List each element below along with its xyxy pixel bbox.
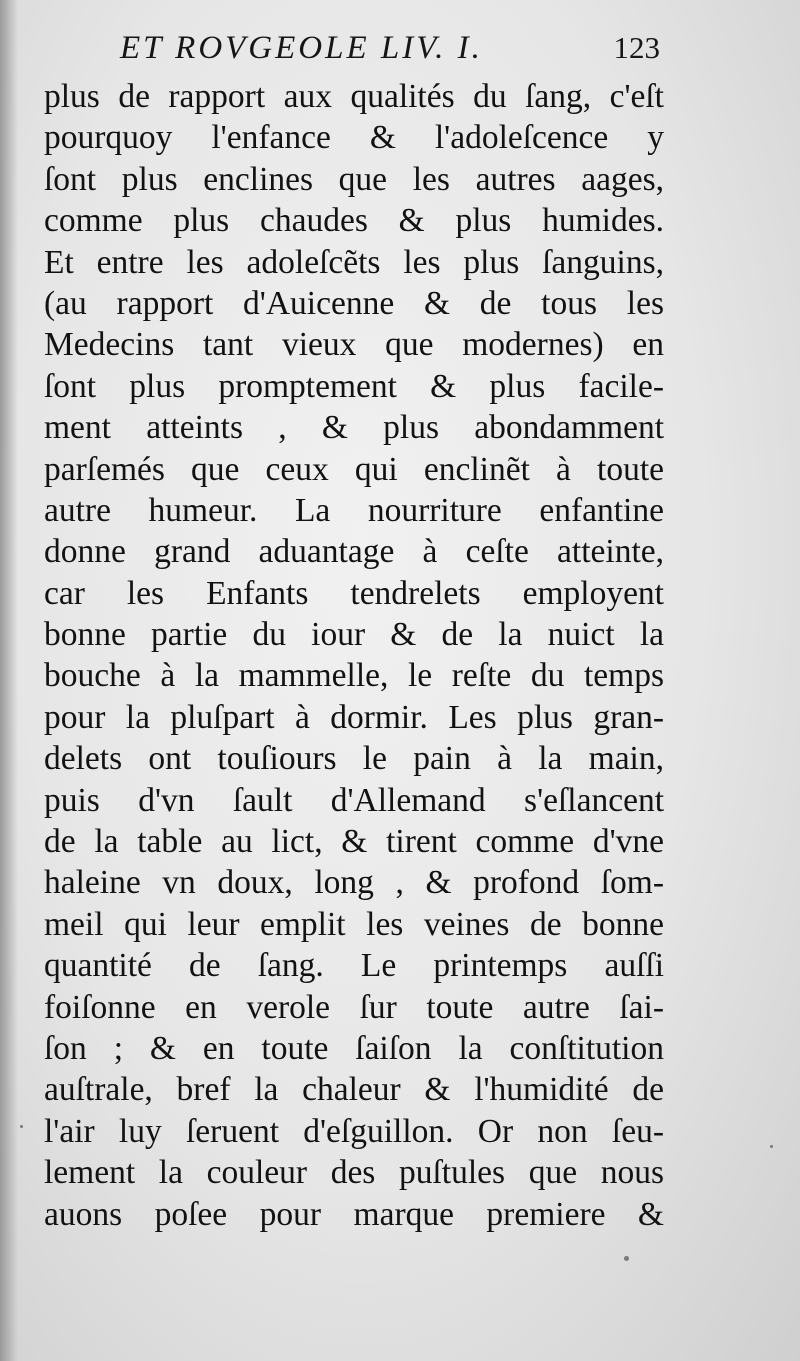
page-header [120, 30, 660, 74]
text-line: plus de rapport aux qualités du ſang, c'eſt [44, 78, 664, 115]
text-line: bouche à la mammelle, le reſte du temps [44, 657, 664, 695]
text-line: (au rapport d'Auicenne & de tous les [44, 284, 664, 322]
page-gutter-shadow [0, 0, 18, 1361]
text-line: Et entre les adoleſcẽts les plus ſanguins, [44, 243, 664, 281]
text-line: pourquoy l'enfance & l'adoleſcence y [44, 119, 664, 157]
text-line: auons poſee pour marque premiere & [44, 1195, 664, 1233]
text-line: puis d'vn ſault d'Allemand s'eſlancent [44, 781, 664, 819]
paper-speck [770, 1145, 773, 1148]
text-line: quantité de ſang. Le printemps auſſi [44, 947, 664, 985]
paper-speck [20, 1125, 23, 1128]
page-number: 123 [613, 30, 660, 65]
text-line: car les Enfants tendrelets employent [44, 574, 664, 612]
text-line: haleine vn doux, long , & profond ſom- [44, 864, 664, 902]
text-line: parſemés que ceux qui enclinẽt à toute [44, 450, 664, 488]
text-line: l'air luy ſeruent d'eſguillon. Or non ſeu- [44, 1112, 664, 1150]
text-line: bonne partie du iour & de la nuict la [44, 616, 664, 654]
text-line: ment atteints , & plus abondamment [44, 409, 664, 447]
running-title: ET ROVGEOLE LIV. I. [120, 30, 483, 66]
text-line: meil qui leur emplit les veines de bonne [44, 905, 664, 943]
text-line: de la table au lict, & tirent comme d'vne [44, 823, 664, 861]
text-line: foiſonne en verole ſur toute autre ſai- [44, 988, 664, 1026]
body-text [44, 76, 664, 1235]
text-line: pour la pluſpart à dormir. Les plus gran- [44, 698, 664, 736]
text-line: delets ont touſiours le pain à la main, [44, 740, 664, 778]
paper-speck [624, 1256, 629, 1261]
text-line: ſont plus promptement & plus facile- [44, 367, 664, 405]
text-line: auſtrale, bref la chaleur & l'humidité de [44, 1071, 664, 1109]
text-line: lement la couleur des puſtules que nous [44, 1154, 664, 1192]
text-line: comme plus chaudes & plus humides. [44, 202, 664, 240]
text-line: donne grand aduantage à ceſte atteinte, [44, 533, 664, 571]
text-line: ſon ; & en toute ſaiſon la conſtitution [44, 1029, 664, 1067]
text-line: ſont plus enclines que les autres aages, [44, 160, 664, 198]
text-line: autre humeur. La nourriture enfantine [44, 491, 664, 529]
text-line: Medecins tant vieux que modernes) en [44, 326, 664, 364]
